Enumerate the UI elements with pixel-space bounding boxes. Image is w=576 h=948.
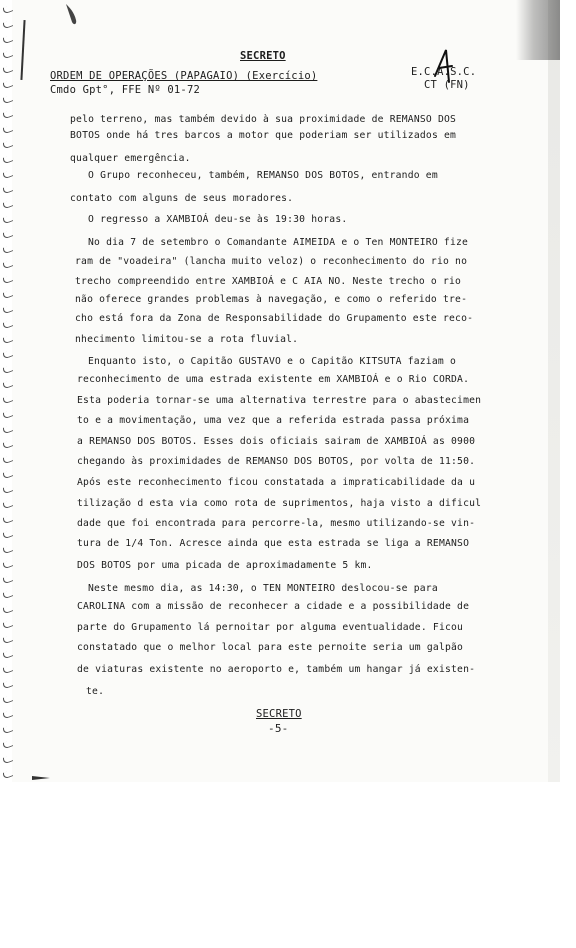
binder-mark [3, 574, 13, 585]
body-line: tura de 1/4 Ton. Acresce ainda que esta estrada se liga a REMANSO [77, 538, 470, 549]
binder-mark [3, 529, 13, 540]
binder-mark [3, 739, 13, 750]
body-line: O regresso a XAMBIOÁ deu-se às 19:30 horas. [88, 214, 348, 225]
binder-mark [3, 124, 13, 135]
binder-mark [3, 274, 13, 285]
binder-mark [3, 94, 13, 105]
body-line: qualquer emergência. [70, 153, 191, 164]
body-line: a REMANSO DOS BOTOS. Esses dois oficiais sairam de XAMBIOÁ as 0900 [77, 436, 476, 447]
binder-mark [3, 4, 13, 15]
body-line: te. [86, 686, 105, 697]
body-line: tilização d esta via como rota de suprimentos, haja visto a dificul [77, 498, 482, 509]
body-line: chegando às proximidades de REMANSO DOS BOTOS, por volta de 11:50. [77, 456, 476, 467]
binder-mark [3, 469, 13, 480]
binder-mark [3, 514, 13, 525]
corner-scan-shadow [516, 0, 560, 60]
sheet-edge-shadow [548, 0, 560, 782]
body-line: pelo terreno, mas também devido à sua proximidade de REMANSO DOS [70, 114, 457, 125]
body-line: de viaturas existente no aeroporto e, também um hangar já existen- [77, 664, 476, 675]
body-line: dade que foi encontrada para percorre-la, mesmo utilizando-se vin- [77, 518, 476, 529]
office-code-line2: CT (FN) [424, 79, 470, 91]
order-subtitle: Cmdo Gpt°, FFE Nº 01-72 [50, 84, 200, 96]
binder-mark [3, 139, 13, 150]
binder-mark [3, 334, 13, 345]
binder-mark [3, 244, 13, 255]
binder-mark [3, 259, 13, 270]
body-line: Após este reconhecimento ficou constatada a impraticabilidade da u [77, 477, 476, 488]
body-line: BOTOS onde há tres barcos a motor que poderiam ser utilizados em [70, 130, 457, 141]
body-line: nhecimento limitou-se a rota fluvial. [75, 334, 299, 345]
order-title: ORDEM DE OPERAÇÕES (PAPAGAIO) (Exercício) [50, 70, 318, 82]
binder-mark [3, 229, 13, 240]
empty-area [0, 782, 576, 948]
office-code-line1: E.C.A.S.C. [411, 66, 477, 78]
body-line: constatado que o melhor local para este pernoite seria um galpão [77, 642, 464, 653]
binder-mark [3, 364, 13, 375]
binder-mark [3, 769, 13, 780]
binder-mark [3, 484, 13, 495]
binder-mark [3, 604, 13, 615]
ink-smudge [62, 2, 80, 28]
classification-footer: SECRETO [256, 708, 302, 720]
page-number: -5- [268, 722, 289, 735]
binder-mark [3, 724, 13, 735]
body-line: ram de "voadeira" (lancha muito veloz) o reconhecimento do rio no [75, 256, 468, 267]
binder-mark [3, 19, 13, 30]
binder-mark [3, 379, 13, 390]
body-line: reconhecimento de uma estrada existente em XAMBIOÁ e o Rio CORDA. [77, 374, 470, 385]
binder-mark [3, 169, 13, 180]
binder-holes [0, 0, 18, 780]
binder-mark [3, 349, 13, 360]
binder-mark [3, 184, 13, 195]
binder-mark [3, 34, 13, 45]
binder-mark [3, 109, 13, 120]
binder-mark [3, 319, 13, 330]
body-line: parte do Grupamento lá pernoitar por alguma eventualidade. Ficou [77, 622, 464, 633]
body-line: CAROLINA com a missão de reconhecer a cidade e a possibilidade de [77, 601, 470, 612]
binder-mark [3, 499, 13, 510]
binder-mark [3, 544, 13, 555]
body-line: Enquanto isto, o Capitão GUSTAVO e o Capitão KITSUTA faziam o [88, 356, 456, 367]
binder-mark [3, 409, 13, 420]
binder-mark [3, 439, 13, 450]
binder-mark [3, 679, 13, 690]
binder-mark [3, 589, 13, 600]
binder-mark [3, 454, 13, 465]
binder-mark [3, 394, 13, 405]
binder-mark [3, 424, 13, 435]
binder-mark [3, 304, 13, 315]
binder-mark [3, 214, 13, 225]
body-line: No dia 7 de setembro o Comandante AIMEIDA e o Ten MONTEIRO fize [88, 237, 469, 248]
body-line: Esta poderia tornar-se uma alternativa terrestre para o abastecimen [77, 395, 482, 406]
classification-header: SECRETO [240, 50, 286, 62]
binder-mark [3, 694, 13, 705]
body-line: O Grupo reconheceu, também, REMANSO DOS BOTOS, entrando em [88, 170, 438, 181]
binder-mark [3, 64, 13, 75]
binder-mark [3, 634, 13, 645]
binder-mark [3, 199, 13, 210]
handwritten-mark [432, 46, 456, 88]
binder-mark [3, 664, 13, 675]
body-line: trecho compreendido entre XAMBIOÁ e C AIA NO. Neste trecho o rio [75, 276, 462, 287]
binder-mark [3, 559, 13, 570]
body-line: cho está fora da Zona de Responsabilidade do Grupamento este reco- [75, 313, 474, 324]
binder-mark [3, 49, 13, 60]
body-line: DOS BOTOS por uma picada de aproximadamente 5 km. [77, 560, 373, 571]
body-line: Neste mesmo dia, as 14:30, o TEN MONTEIRO deslocou-se para [88, 583, 438, 594]
binder-mark [3, 289, 13, 300]
body-line: não oferece grandes problemas à navegação, e como o referido tre- [75, 294, 468, 305]
binder-mark [3, 619, 13, 630]
bottom-edge-mark [32, 772, 52, 780]
binder-mark [3, 649, 13, 660]
binder-mark [3, 154, 13, 165]
body-line: to e a movimentação, uma vez que a referida estrada passa próxima [77, 415, 470, 426]
binder-mark [3, 79, 13, 90]
binder-mark [3, 754, 13, 765]
body-line: contato com alguns de seus moradores. [70, 193, 294, 204]
binder-mark [3, 709, 13, 720]
